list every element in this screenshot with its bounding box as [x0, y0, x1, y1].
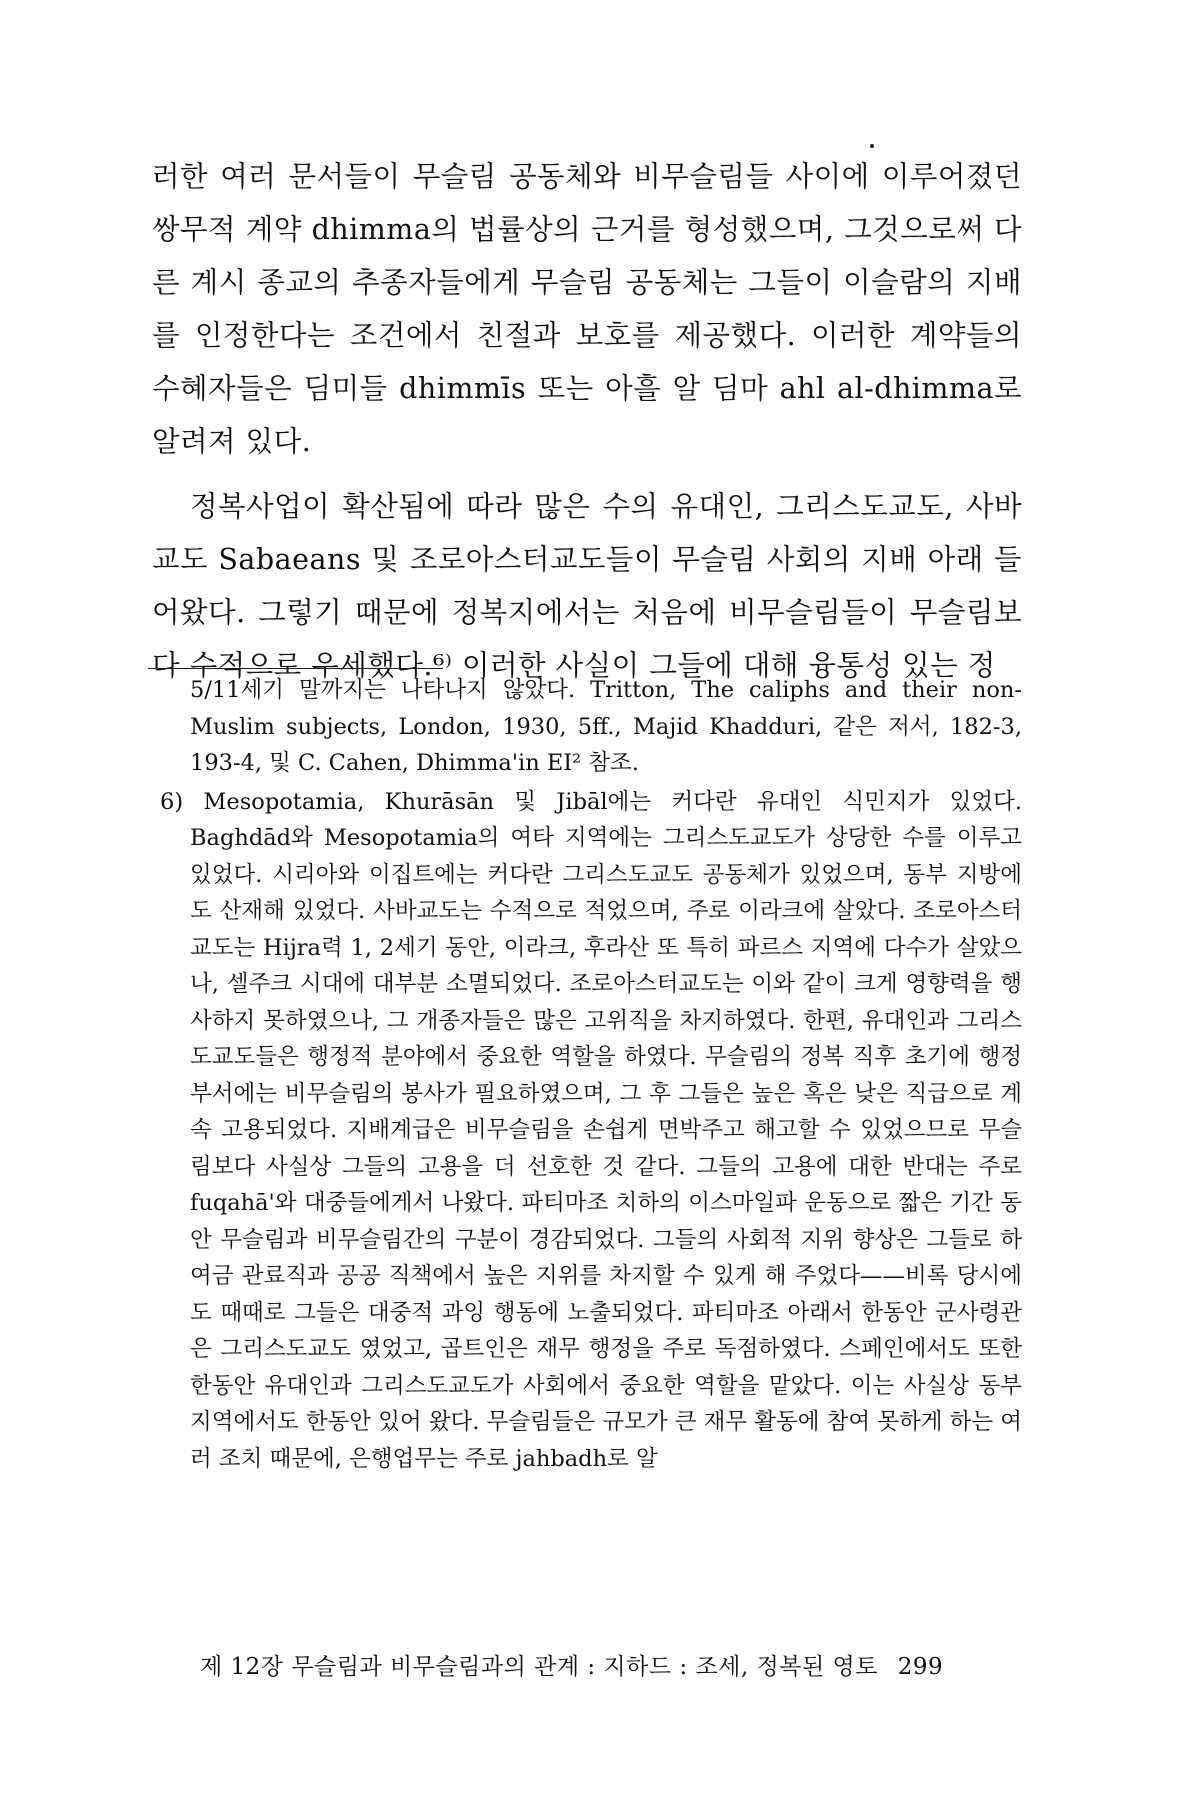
running-head: 제 12장 무슬림과 비무슬림과의 관계 : 지하드 : 조세, 정복된 영토 — [200, 1654, 878, 1680]
footnote-6: 6) Mesopotamia, Khurāsān 및 Jibāl에는 커다란 유대인 식민지가 있었다. Baghdād와 Mesopotamia의 여타 지역에는 그리스도교도가 상당한 수를 이루고 있었다. 시리아와 이집트에는 커다란 그리스도교도 공동체가 있었으며, 동부 지방에도 산재해 있었다. 사바교도는 수적으로 적었으며, 주로 이라크에 살았다. 조로아스터교도는 Hijra력 1, 2세기 동안, 이라크, 후라산 또 특히 파르스 지역에 다수가 살았으나, 셀주크 시대에 대부분 소멸되었다. 조로아스터교도는 이와 같이 크게 영향력을 행사하지 못하였으나, 그 개종자들은 많은 고위직을 차지하였다. 한편, 유대인과 그리스도교도들은 행정적 분야에서 중요한 역할을 하였다. 무슬림의 정복 직후 초기에 행정부서에는 비무슬림의 봉사가 필요하였으며, 그 후 그들은 높은 혹은 낮은 직급으로 계속 고용되었다. 지배계급은 비무슬림을 손쉽게 면박주고 해고할 수 있었으므로 무슬림보다 사실상 그들의 고용을 더 선호한 것 같다. 그들의 고용에 대한 반대는 주로 fuqahā'와 대중들에게서 나왔다. 파티마조 치하의 이스마일파 운동으로 짧은 기간 동안 무슬림과 비무슬림간의 구분이 경감되었다. 그들의 사회적 지위 향상은 그들로 하여금 관료직과 공공 직책에서 높은 지위를 차지할 수 있게 해 주었다——비록 당시에도 때때로 그들은 대중적 과잉 행동에 노출되었다. 파티마조 아래서 한동안 군사령관은 그리스도교도 였었고, 곱트인은 재무 행정을 주로 독점하였다. 스페인에서도 또한 한동안 유대인과 그리스도교도가 사회에서 중요한 역할을 맡았다. 이는 사실상 동부 지역에서도 한동안 있어 왔다. 무슬림들은 규모가 큰 재무 활동에 참여 못하게 하는 여러 조치 때문에, 은행업무는 주로 jahbadh로 알 — [160, 788, 1022, 1472]
page-footer — [200, 1648, 1020, 1681]
page-number: 299 — [897, 1654, 944, 1680]
footnotes — [152, 672, 1022, 1477]
scan-speck — [870, 144, 874, 148]
paragraph-1: 러한 여러 문서들이 무슬림 공동체와 비무슬림들 사이에 이루어졌던 쌍무적 계약 dhimma의 법률상의 근거를 형성했으며, 그것으로써 다른 계시 종교의 추종자들에게 무슬림 공동체는 그들이 이슬람의 지배를 인정한다는 조건에서 친절과 보호를 제공했다. 이러한 계약들의 수혜자들은 딤미들 dhimmīs 또는 아흘 알 딤마 ahl al-dhimma로 알려져 있다. — [152, 160, 1022, 458]
paragraph-2: 정복사업이 확산됨에 따라 많은 수의 유대인, 그리스도교도, 사바교도 Sabaeans 및 조로아스터교도들이 무슬림 사회의 지배 아래 들어왔다. 그렇기 때문에 정복지에서는 처음에 비무슬림들이 무슬림보다 수적으로 우세했다.⁶⁾ 이러한 사실이 그들에 대해 융통성 있는 정 — [152, 490, 1022, 682]
footnote-continuation: 5/11세기 말까지는 나타나지 않았다. Tritton, The caliphs and their non-Muslim subjects, London, 1930, 5ff., Majid Khadduri, 같은 저서, 182-3, 193-4, 및 C. Cahen, Dhimma'in EI² 참조. — [190, 677, 1022, 776]
main-body-text — [152, 150, 1022, 692]
footnote-separator — [148, 668, 443, 669]
